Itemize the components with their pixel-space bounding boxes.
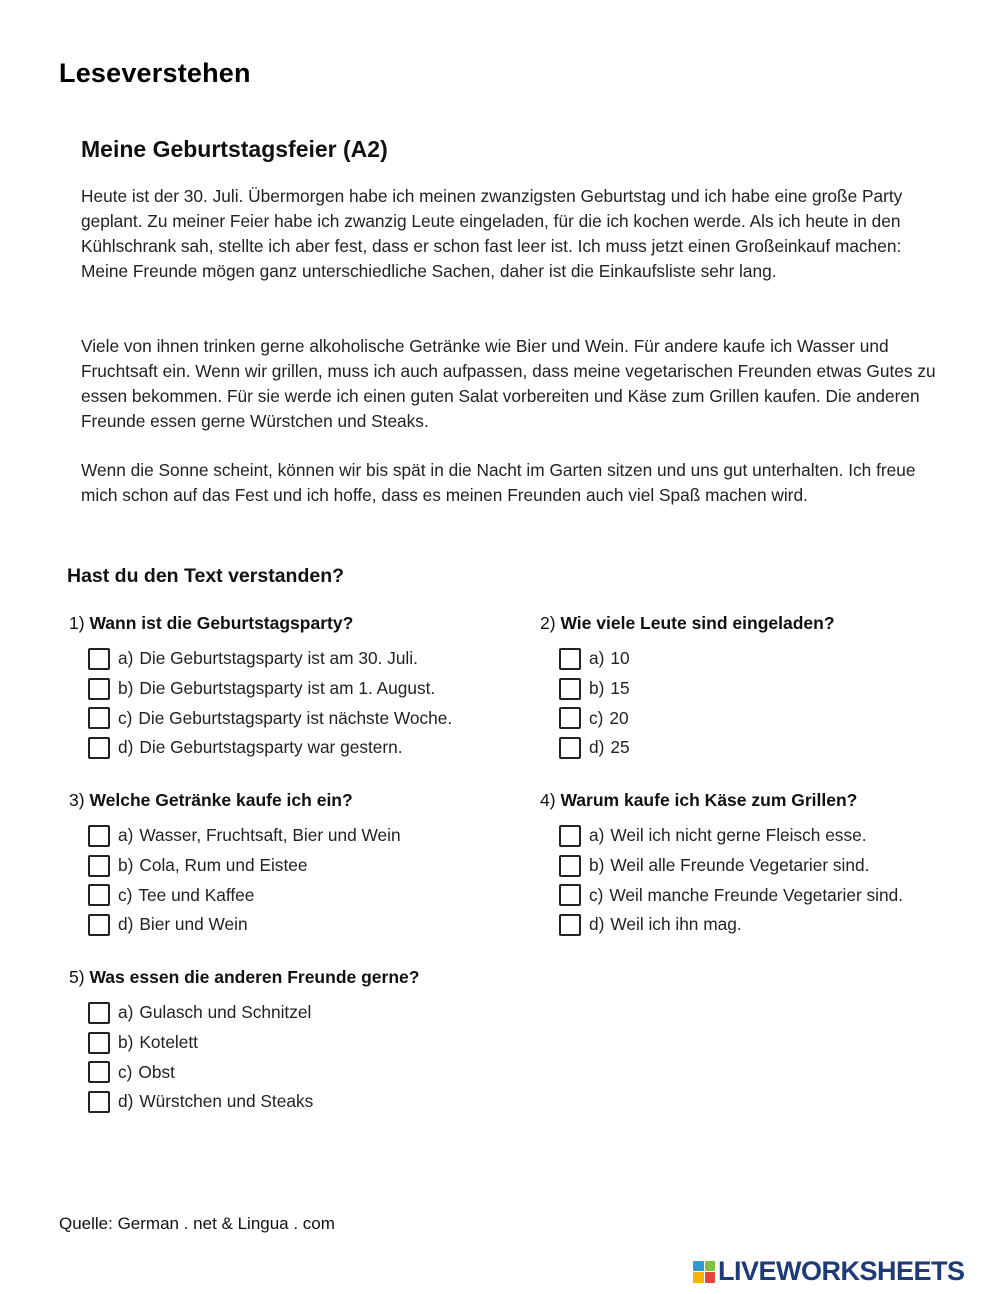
story-paragraph-1: Heute ist der 30. Juli. Übermorgen habe ich meinen zwanzigsten Geburtstag und ich habe eine große Party geplant. Zu meiner Feier habe ich zwanzig Leute eingeladen, für die ich kochen werde. Als ich heute in den Kühlschrank sah, stellte ich aber fest, dass er schon fast leer ist. Ich muss jetzt einen Großeinkauf machen: Meine Freunde mögen ganz unterschiedliche Sachen, daher ist die Einkaufsliste sehr lang. (81, 186, 903, 281)
option-text: Weil ich nicht gerne Fleisch esse. (610, 825, 867, 846)
question-1 (69, 612, 509, 763)
option-letter: a) (118, 1002, 134, 1023)
option-letter: c) (589, 884, 604, 905)
option-letter: d) (589, 737, 605, 758)
checkbox[interactable] (88, 914, 110, 936)
option-text: Cola, Rum und Eistee (139, 855, 308, 876)
story-title: Meine Geburtstagsfeier (A2) (81, 136, 388, 162)
logo-square-icon (705, 1261, 716, 1272)
checkbox[interactable] (88, 1061, 110, 1083)
question-heading (540, 612, 980, 634)
option-text: Die Geburtstagsparty ist am 1. August. (139, 678, 436, 699)
checkbox[interactable] (88, 1032, 110, 1054)
checkbox[interactable] (559, 825, 581, 847)
checkbox[interactable] (88, 678, 110, 700)
option-text: Weil ich ihn mag. (610, 914, 742, 935)
answer-option-1c[interactable] (88, 703, 509, 733)
checkbox[interactable] (88, 825, 110, 847)
option-letter: d) (118, 1091, 134, 1112)
story-paragraph-2: Viele von ihnen trinken gerne alkoholische Getränke wie Bier und Wein. Für andere kaufe ich Wasser und Fruchtsaft ein. Wenn wir grillen, muss ich auch aufpassen, dass meine vegetarischen Freunden etwas Gutes zu essen bekommen. Für sie werde ich einen guten Salat vorbereiten und Käse zum Grillen kaufen. Die anderen Freunde essen gerne Würstchen und Steaks. (81, 336, 936, 431)
option-letter: d) (118, 737, 134, 758)
checkbox[interactable] (559, 914, 581, 936)
checkbox[interactable] (88, 707, 110, 729)
option-text: 25 (610, 737, 630, 758)
option-text: Obst (138, 1061, 175, 1082)
option-text: Tee und Kaffee (138, 884, 255, 905)
option-letter: a) (118, 825, 134, 846)
answer-option-1b[interactable] (88, 674, 509, 704)
question-text: Welche Getränke kaufe ich ein? (89, 790, 353, 810)
checkbox[interactable] (559, 707, 581, 729)
answer-option-4b[interactable] (559, 851, 980, 881)
story-paragraph-3: Wenn die Sonne scheint, können wir bis spät in die Nacht im Garten sitzen und uns gut unterhalten. Ich freue mich schon auf das Fest und ich hoffe, dass es meinen Freunden auch viel Spaß machen wird. (81, 460, 916, 505)
answer-option-5b[interactable] (88, 1028, 509, 1058)
answer-option-3d[interactable] (88, 910, 509, 940)
option-letter: d) (589, 914, 605, 935)
option-text: Die Geburtstagsparty ist nächste Woche. (138, 707, 453, 728)
question-text: Wie viele Leute sind eingeladen? (560, 613, 835, 633)
checkbox[interactable] (88, 648, 110, 670)
question-heading (69, 966, 509, 988)
option-letter: b) (118, 855, 134, 876)
checkbox[interactable] (559, 648, 581, 670)
logo-grid-icon (693, 1261, 715, 1283)
answer-option-2a[interactable] (559, 644, 980, 674)
answer-option-1d[interactable] (88, 733, 509, 763)
answer-option-5c[interactable] (88, 1057, 509, 1087)
option-text: Die Geburtstagsparty war gestern. (139, 737, 403, 758)
source-credit: Quelle: German . net & Lingua . com (59, 1214, 335, 1233)
answer-option-1a[interactable] (88, 644, 509, 674)
question-number: 5) (69, 967, 85, 987)
option-text: 20 (609, 707, 629, 728)
checkbox[interactable] (559, 678, 581, 700)
logo-square-icon (693, 1261, 704, 1272)
checkbox[interactable] (88, 737, 110, 759)
answer-option-2c[interactable] (559, 703, 980, 733)
question-heading (69, 789, 509, 811)
option-text: Bier und Wein (139, 914, 248, 935)
answer-option-4d[interactable] (559, 910, 980, 940)
option-letter: a) (589, 825, 605, 846)
answer-option-4a[interactable] (559, 821, 980, 851)
option-text: Die Geburtstagsparty ist am 30. Juli. (139, 648, 418, 669)
option-text: 15 (610, 678, 630, 699)
option-letter: b) (589, 678, 605, 699)
checkbox[interactable] (559, 855, 581, 877)
question-heading (540, 789, 980, 811)
answer-option-3c[interactable] (88, 880, 509, 910)
option-letter: a) (589, 648, 605, 669)
answer-option-3a[interactable] (88, 821, 509, 851)
question-3 (69, 789, 509, 940)
question-text: Wann ist die Geburtstagsparty? (89, 613, 354, 633)
checkbox[interactable] (88, 855, 110, 877)
option-letter: a) (118, 648, 134, 669)
question-text: Warum kaufe ich Käse zum Grillen? (560, 790, 858, 810)
option-text: Wasser, Fruchtsaft, Bier und Wein (139, 825, 401, 846)
question-heading (69, 612, 509, 634)
page-heading: Leseverstehen (59, 58, 251, 88)
answer-option-3b[interactable] (88, 851, 509, 881)
answer-option-5a[interactable] (88, 998, 509, 1028)
logo-square-icon (705, 1272, 716, 1283)
logo-square-icon (693, 1272, 704, 1283)
answer-option-5d[interactable] (88, 1087, 509, 1117)
checkbox[interactable] (88, 884, 110, 906)
option-text: Kotelett (139, 1032, 198, 1053)
checkbox[interactable] (88, 1002, 110, 1024)
checkbox[interactable] (88, 1091, 110, 1113)
checkbox[interactable] (559, 737, 581, 759)
option-letter: b) (118, 1032, 134, 1053)
quiz-title: Hast du den Text verstanden? (67, 565, 345, 587)
answer-option-4c[interactable] (559, 880, 980, 910)
question-text: Was essen die anderen Freunde gerne? (89, 967, 420, 987)
answer-option-2b[interactable] (559, 674, 980, 704)
question-number: 3) (69, 790, 85, 810)
option-letter: c) (589, 707, 604, 728)
question-number: 4) (540, 790, 556, 810)
option-letter: d) (118, 914, 134, 935)
option-text: Weil alle Freunde Vegetarier sind. (610, 855, 870, 876)
option-text: Gulasch und Schnitzel (139, 1002, 312, 1023)
option-text: 10 (610, 648, 630, 669)
liveworksheets-logo[interactable] (693, 1256, 965, 1287)
question-number: 2) (540, 613, 556, 633)
option-text: Würstchen und Steaks (139, 1091, 314, 1112)
question-5 (69, 966, 509, 1117)
option-letter: b) (589, 855, 605, 876)
option-letter: c) (118, 707, 133, 728)
option-letter: c) (118, 884, 133, 905)
question-2 (540, 612, 980, 763)
option-text: Weil manche Freunde Vegetarier sind. (609, 884, 904, 905)
question-4 (540, 789, 980, 940)
option-letter: c) (118, 1061, 133, 1082)
option-letter: b) (118, 678, 134, 699)
brand-name: LIVEWORKSHEETS (718, 1256, 965, 1286)
question-number: 1) (69, 613, 85, 633)
checkbox[interactable] (559, 884, 581, 906)
answer-option-2d[interactable] (559, 733, 980, 763)
